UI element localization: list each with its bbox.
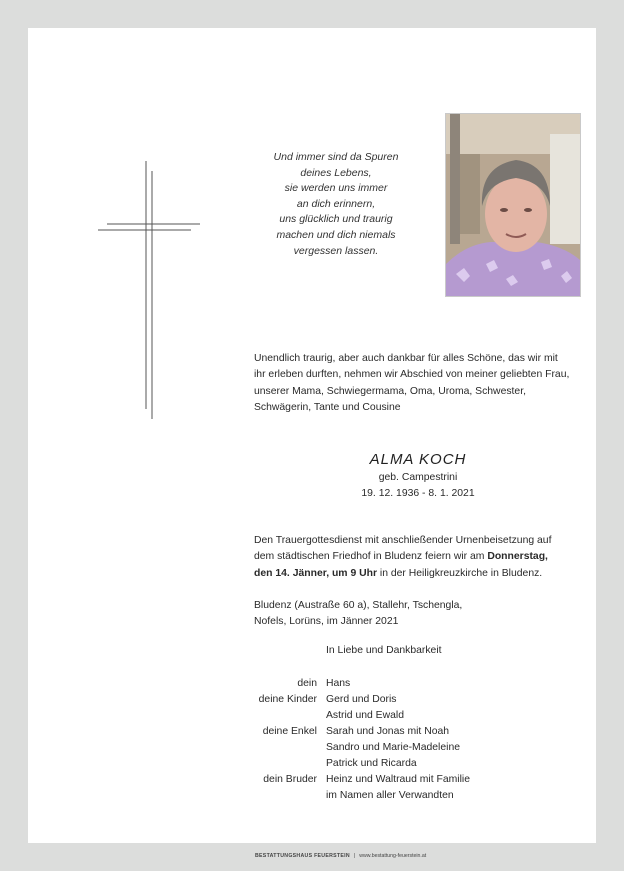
service-date-time: den 14. Jänner, um 9 Uhr — [254, 567, 377, 579]
family-relation: dein — [297, 678, 317, 689]
family-members: Sarah und Jonas mit Noah — [326, 726, 450, 737]
intro-line: unserer Mama, Schwiegermama, Oma, Uroma, Schwester, — [254, 385, 526, 397]
family-members: im Namen aller Verwandten — [326, 790, 454, 801]
poem-line: machen und dich niemals — [276, 228, 396, 241]
intro-line: ihr erleben durften, nehmen wir Abschied von meiner geliebten Frau, — [254, 369, 570, 381]
service-line — [254, 566, 586, 582]
deceased-name: ALMA KOCH — [369, 451, 467, 468]
poem-line: deines Lebens, — [300, 166, 372, 179]
family-row — [238, 740, 578, 756]
intro-text — [254, 351, 586, 416]
intro-line: Schwägerin, Tante und Cousine — [254, 401, 401, 413]
intro-line: Unendlich traurig, aber auch dankbar für alles Schöne, das wir mit — [254, 353, 558, 364]
obituary-page — [28, 28, 596, 859]
family-row — [238, 676, 578, 692]
family-members: Patrick und Ricarda — [326, 758, 417, 769]
family-list — [238, 676, 578, 804]
portrait-photo — [445, 113, 581, 297]
family-relation — [238, 740, 326, 756]
family-row — [238, 692, 578, 708]
family-row — [238, 724, 578, 740]
footer-separator: | — [353, 853, 356, 859]
poem-line: Und immer sind da Spuren — [273, 151, 399, 163]
footer — [255, 853, 426, 859]
cross-icon — [98, 161, 202, 419]
family-row — [238, 708, 578, 724]
service-text: dem städtischen Friedhof in Bludenz feiern wir am — [254, 551, 488, 563]
funeral-home-name: BESTATTUNGSHAUS FEUERSTEIN — [255, 853, 350, 859]
deceased-info — [298, 450, 538, 502]
family-relation: dein Bruder — [263, 774, 317, 785]
family-relation — [238, 708, 326, 724]
family-row — [238, 756, 578, 772]
funeral-home-website[interactable]: www.bestattung-feuerstein.at — [359, 853, 427, 859]
family-members: Astrid und Ewald — [326, 710, 404, 721]
service-line: Den Trauergottesdienst mit anschließender Urnenbeisetzung auf — [254, 535, 552, 546]
signoff-text: In Liebe und Dankbarkeit — [326, 645, 442, 656]
family-relation: deine Enkel — [262, 726, 317, 737]
family-row — [238, 772, 578, 788]
poem-line: uns glücklich und traurig — [279, 213, 393, 226]
family-relation: deine Kinder — [258, 694, 317, 705]
life-dates: 19. 12. 1936 - 8. 1. 2021 — [361, 488, 475, 499]
memorial-poem — [241, 150, 431, 259]
family-relation — [238, 756, 326, 772]
service-day: Donnerstag, — [487, 551, 548, 563]
place-line: Bludenz (Austraße 60 a), Stallehr, Tschengla, — [254, 600, 463, 611]
family-row — [238, 788, 578, 804]
family-members: Gerd und Doris — [326, 694, 397, 705]
poem-line: vergessen lassen. — [293, 244, 379, 257]
place-info — [254, 598, 586, 631]
family-relation — [238, 788, 326, 804]
family-members: Hans — [326, 678, 351, 689]
service-location: in der Heiligkreuzkirche in Bludenz. — [377, 567, 543, 579]
poem-line: sie werden uns immer — [284, 182, 388, 195]
family-members: Sandro und Marie-Madeleine — [326, 742, 461, 753]
birth-name: geb. Campestrini — [378, 472, 458, 483]
family-members: Heinz und Waltraud mit Familie — [326, 774, 470, 785]
place-line: Nofels, Lorüns, im Jänner 2021 — [254, 616, 399, 628]
service-info — [254, 533, 586, 582]
service-line — [254, 549, 586, 565]
poem-line: an dich erinnern, — [296, 197, 376, 210]
